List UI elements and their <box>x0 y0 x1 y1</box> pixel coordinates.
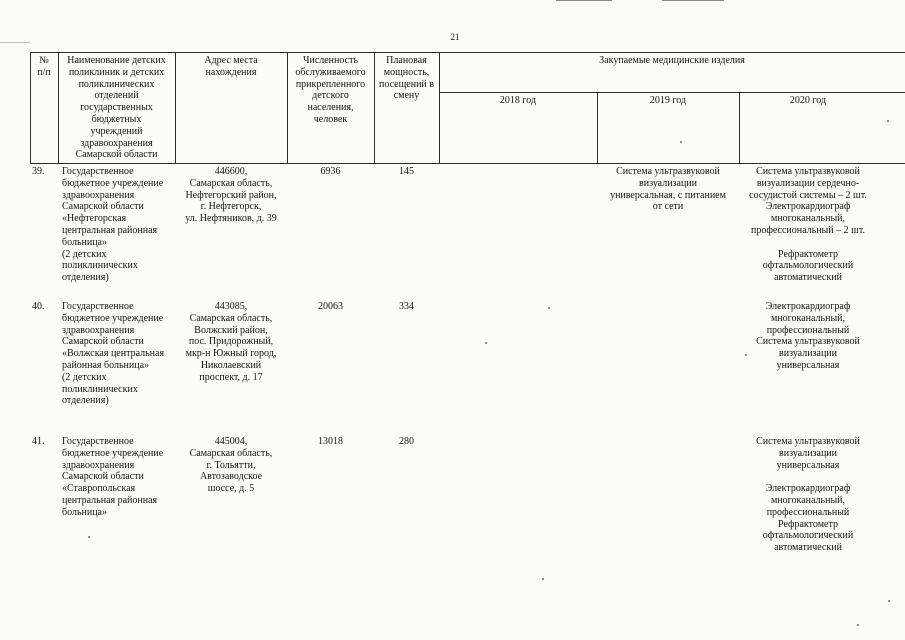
header-name: Наименование детских поликлиник и детских поликлинических отделений государственных бюджетных учреждений здравоохранения Самарской области <box>67 55 166 161</box>
row-address: 443085, Самарская область, Волжский район, пос. Придорожный, мкр-н Южный город, Николаевский проспект, д. 17 <box>185 301 277 383</box>
row-capacity: 334 <box>399 301 414 312</box>
row-capacity: 145 <box>399 166 414 177</box>
header-capacity: Плановая мощность, посещений в смену <box>378 55 434 102</box>
header-2019: 2019 год <box>649 95 687 106</box>
row-institution: Государственное бюджетное учреждение здравоохранения Самарской области «Ставропольская центральная районная больница» <box>62 436 164 518</box>
scan-speck <box>857 624 859 626</box>
row-address: 445004, Самарская область, г. Тольятти, Автозаводское шоссе, д. 5 <box>189 436 273 495</box>
row-capacity: 280 <box>399 436 414 447</box>
scan-speck <box>485 342 487 344</box>
scan-speck <box>887 120 889 122</box>
row-population: 13018 <box>318 436 343 447</box>
scan-speck <box>745 354 747 356</box>
row-population: 20063 <box>318 301 343 312</box>
header-2018: 2018 год <box>499 95 537 106</box>
row-institution: Государственное бюджетное учреждение здравоохранения Самарской области «Нефтегорская центральная районная больница» (2 детских поликлинических отделения) <box>62 166 164 284</box>
row-num: 39. <box>32 166 45 177</box>
header-population: Численность обслуживаемого прикрепленного детского населения, человек <box>295 55 366 125</box>
scan-speck <box>548 307 550 309</box>
row-institution: Государственное бюджетное учреждение здравоохранения Самарской области «Волжская центральная районная больница» (2 детских поликлинических отделения) <box>62 301 165 407</box>
scan-speck <box>542 578 544 580</box>
row-2020: Электрокардиограф многоканальный, профессиональный Система ультразвуковой визуализации универсальная <box>756 301 860 371</box>
header-address: Адрес места нахождения <box>204 55 258 78</box>
scan-speck <box>88 536 90 538</box>
header-num: № п/п <box>37 55 51 78</box>
row-population: 6936 <box>320 166 341 177</box>
header-2020: 2020 год <box>789 95 827 106</box>
row-num: 40. <box>32 301 45 312</box>
row-2020: Система ультразвуковой визуализации сердечно- сосудистой системы – 2 шт. Электрокардиограф многоканальный, профессиональный – 2 шт. Рефрактометр офтальмологический автоматический <box>749 166 867 284</box>
scan-speck <box>680 141 682 143</box>
page-number: 21 <box>450 32 460 42</box>
row-2020: Система ультразвуковой визуализации универсальная Электрокардиограф многоканальный, профессиональный Рефрактометр офтальмологический автоматический <box>756 436 860 554</box>
row-num: 41. <box>32 436 45 447</box>
header-devices: Закупаемые медицинские изделия <box>599 55 745 66</box>
row-address: 446600, Самарская область, Нефтегорский район, г. Нефтегорск, ул. Нефтяников, д. 39 <box>185 166 277 225</box>
row-2019: Система ультразвуковой визуализации универсальная, с питанием от сети <box>610 166 726 213</box>
scan-speck <box>888 600 890 602</box>
